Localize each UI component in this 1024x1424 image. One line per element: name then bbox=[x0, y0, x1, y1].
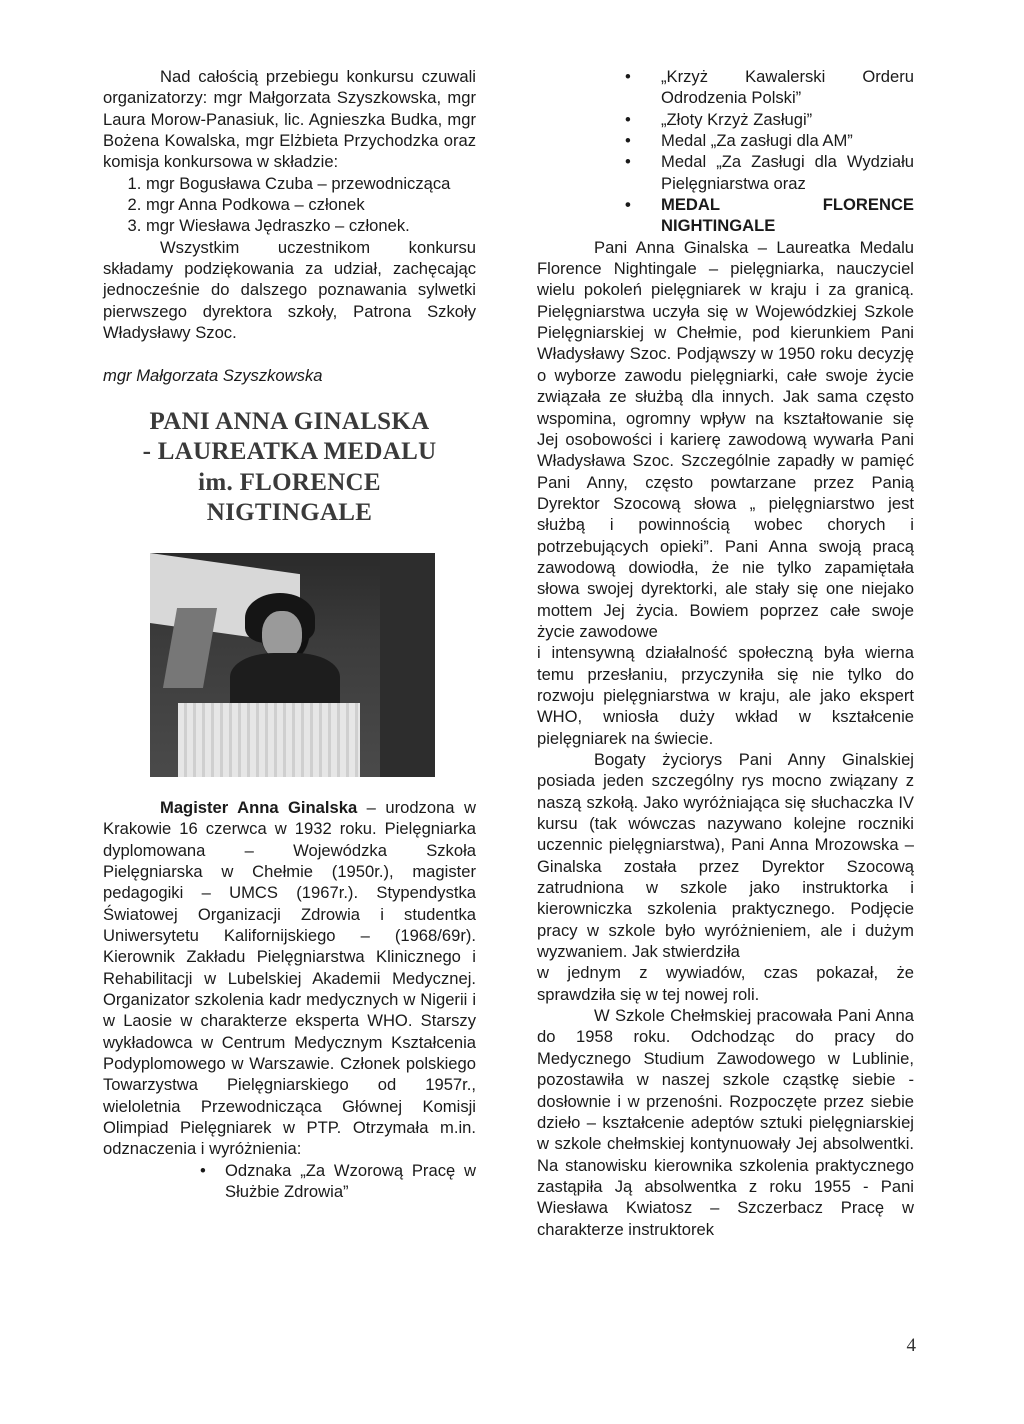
bio-lead: Magister Anna Ginalska bbox=[160, 797, 358, 817]
headline-line: NIGTINGALE bbox=[206, 499, 373, 527]
award-item: • „Krzyż Kawalerski Orderu Odrodzenia Polski” bbox=[537, 66, 914, 109]
thanks-paragraph: Wszystkim uczestnikom konkursu składamy podziękowania za udział, zachęcając jednocześnie do dalszego poznawania sylwetki pierwszego dyrektora szkoły, Patrona Szkoły Władysławy Szoc. bbox=[103, 237, 476, 343]
author-signature: mgr Małgorzata Szyszkowska bbox=[103, 366, 323, 386]
award-item: • Medal „Za Zasługi dla Wydziału Pielęgniarstwa oraz bbox=[537, 151, 914, 194]
body-paragraph: Bogaty życiorys Pani Anny Ginalskiej posiada jeden szczególny rys mocno związany z naszą szkołą. Jako wyróżniająca się słuchaczka IV kursu (tak wówczas nazywano kolejne roczniki uczennic pielęgniarstwa), Pani Anna Mrozowska – Ginalska została przez Dyrektor Szocową zatrudniona w szkole jako instruktorka i kierowniczka szkolenia praktycznego. Podjęcie pracy w szkole było wyróżnieniem, ale i dużym wyzwaniem. Jak stwierdziła bbox=[537, 750, 914, 962]
body-paragraph: w jednym z wywiadów, czas pokazał, że sprawdziła się w tej nowej roli. bbox=[537, 963, 914, 1004]
bio-text: – urodzona w Krakowie 16 czerwca w 1932 roku. Pielęgniarka dyplomowana – Wojewódzka Szkoła Pielęgniarska w Chełmie (1950r.), magister pedagogiki – UMCS (1967r.). Stypendystka Światowej Organizacji Zdrowia i studentka Uniwersytetu Kalifornijskiego – (1968/69r). Kierownik Zakładu Pielęgniarstwa Klinicznego i Rehabilitacji w Lubelskiej Akademii Medycznej. Organizator szkolenia kadr medycznych w Nigerii i w Laosie w charakterze eksperta WHO. Starszy wykładowca w Centrum Medycznym Kształcenia Podyplomowego w Warszawie. Członek polskiego Towarzystwa Pielęgniarskiego od 1957r., wieloletnia Przewodnicząca Głównej Komisji Olimpiad Pielęgniarek w PTP. Otrzymała m.in. odznaczenia i wyróżnienia: bbox=[103, 797, 476, 1159]
body-paragraph: W Szkole Chełmskiej pracowała Pani Anna do 1958 roku. Odchodząc do pracy do Medycznego Studium Zawodowego w Lublinie, pozostawiła w naszej szkole cząstkę siebie - dosłownie i w przenośni. Rozpoczęte przez siebie dzieło – kształcenie adeptów sztuki pielęgniarskiej w szkole chełmskiej kontynuowały Jej absolwentki. Na stanowisku kierownika szkolenia praktycznego zastąpiła Ją absolwentka z roku 1955 - Pani Wiesława Kwiatosz – Szczerbacz Pracę w charakterze instruktorek bbox=[537, 1006, 914, 1239]
page-number: 4 bbox=[906, 1335, 916, 1356]
award-item: • „Złoty Krzyż Zasługi” bbox=[537, 109, 914, 130]
committee-member: 1. mgr Bogusława Czuba – przewodnicząca bbox=[146, 173, 476, 194]
award-item: • Odznaka „Za Wzorową Pracę w Służbie Zdrowia” bbox=[103, 1160, 476, 1203]
awards-list-left bbox=[103, 1160, 476, 1203]
speaker-photo bbox=[150, 553, 435, 777]
headline-line: - LAUREATKA MEDALU bbox=[142, 438, 437, 466]
committee-list bbox=[103, 173, 476, 237]
photo-podium bbox=[178, 703, 360, 777]
awards-list-right bbox=[537, 66, 914, 237]
headline-line: im. FLORENCE bbox=[198, 468, 381, 496]
right-column bbox=[537, 66, 914, 1240]
left-column bbox=[103, 66, 476, 1202]
committee-member: 3. mgr Wiesława Jędraszko – członek. bbox=[146, 215, 476, 236]
bio-paragraph bbox=[103, 797, 476, 1160]
award-item: • Medal „Za zasługi dla AM” bbox=[537, 130, 914, 151]
committee-member: 2. mgr Anna Podkowa – członek bbox=[146, 194, 476, 215]
award-item-highlight: • MEDAL FLORENCE NIGHTINGALE bbox=[537, 194, 914, 237]
intro-paragraph: Nad całością przebiegu konkursu czuwali organizatorzy: mgr Małgorzata Szyszkowska, mgr Laura Morow-Panasiuk, lic. Agnieszka Budka, mgr Bożena Kowalska, mgr Elżbieta Przychodzka oraz komisja konkursowa w składzie: bbox=[103, 67, 476, 172]
article-headline bbox=[103, 407, 476, 529]
headline-line: PANI ANNA GINALSKA bbox=[149, 407, 430, 435]
body-paragraph: i intensywną działalność społeczną była wierna temu przesłaniu, przyczyniła się nie tylko do rozwoju pielęgniarstwa w kraju, ale jako ekspert WHO, wniosła duży wkład w kształcenie pielęgniarek na świecie. bbox=[537, 643, 914, 748]
body-paragraph: Pani Anna Ginalska – Laureatka Medalu Florence Nightingale – pielęgniarka, nauczyciel wielu pokoleń pielęgniarek w kraju i za granicą. Pielęgniarstwa uczyła się w Wojewódzkiej Szkole Pielęgniarskiej w Chełmie, pod kierunkiem Pani Władysławy Szoc. Podjąwszy w 1950 roku decyzję o wyborze zawodu pielęgniarki, całe swoje życie związała ze służbą dla innych. Jak sama często wspomina, ogromny wpływ na kształtowanie się Jej osobowości i karierę zawodową wywarła Pani Władysława Szoc. Szczególnie zapadły w pamięć Pani Anny, często powtarzane przez Panią Dyrektor Szocową słowa „ pielęgniarstwo jest służbą i powinnością wobec chorych i potrzebujących opieki”. Pani Anna swoją pracą zawodową dowiodła, że nie tylko zapamiętała słowa swojej dyrektorki, ale stały się one niejako mottem Jej życia. Bowiem poprzez całe swoje życie zawodowe bbox=[537, 237, 914, 641]
